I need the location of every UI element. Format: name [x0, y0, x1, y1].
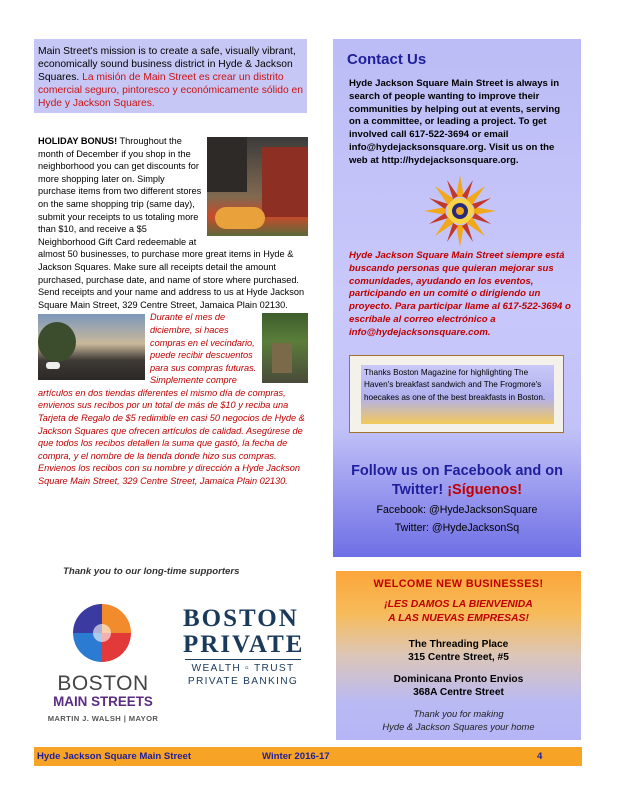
sun-logo-icon	[424, 175, 496, 247]
follow-english: Follow us on Facebook and on Twitter!	[351, 463, 563, 498]
boston-private-divider	[185, 659, 301, 660]
mission-english: Main Street's mission is to create a safe, visually vibrant, economically sound business district in Hyde & Jackson Squares.	[38, 46, 296, 83]
garden-photo	[262, 313, 308, 383]
boston-main-streets-logo-icon	[72, 602, 132, 664]
boston-private-line4: PRIVATE BANKING	[187, 676, 299, 687]
mission-spanish: La misión de Main Street es crear un distrito comercial seguro, pintoresco y económicamente sólido en Hyde y Jackson Squares.	[38, 72, 303, 109]
facebook-handle: Facebook: @HydeJacksonSquare	[376, 504, 538, 516]
new-business-1-name: The Threading Place	[408, 639, 509, 650]
contact-spanish: Hyde Jackson Square Main Street siempre está buscando personas que quieran mejorar sus comunidades, ayudando en los eventos, participando en un comité o dirigiendo un proyecto. Para participar llame al 617-522-3694 o escríbale al correo electrónico a info@hydejacksonsquare.com.	[349, 250, 571, 338]
holiday-bonus-article	[38, 135, 308, 488]
boston-private-line2: PRIVATE	[183, 631, 305, 658]
thanks-box	[349, 355, 564, 433]
boston-private-line1: BOSTON	[183, 605, 299, 632]
holiday-english: Throughout the month of December if you shop in the neighborhood you can get discounts for more shopping later on. Simply purchase items from two different stores on the same shopping trip (same day), submit your receipts to us totaling more than $10, and receive a $5 Neighborhood Gift Card redeemable at almost 50 businesses, to purchase more great items in Hyde & Jackson Squares. Make sure all receipts detail the amount purchased, purchase date, and name of store where purchased. Send receipts and your name and address to us at Hyde Jackson Square Main Street, 329 Centre Street, Jamaica Plain 02130.	[38, 136, 305, 310]
welcome-closing	[336, 708, 581, 733]
new-business-2-name: Dominicana Pronto Envios	[393, 674, 524, 685]
page-footer	[34, 747, 582, 766]
welcome-heading: WELCOME NEW BUSINESSES!	[373, 578, 544, 590]
supporters-heading: Thank you to our long-time supporters	[63, 566, 240, 577]
welcome-box	[336, 571, 581, 740]
boston-private-logo	[183, 606, 303, 658]
boston-main-streets-mayor: MARTIN J. WALSH | MAYOR	[47, 714, 159, 723]
boston-private-line3: WEALTH ▫ TRUST	[191, 663, 295, 674]
new-business-1	[336, 638, 581, 665]
mission-box	[34, 39, 307, 113]
new-business-1-address: 315 Centre Street, #5	[408, 652, 509, 664]
welcome-closing-line1: Thank you for making	[413, 708, 504, 719]
twitter-handle: Twitter: @HydeJacksonSq	[394, 522, 520, 534]
boston-main-streets-subtitle: MAIN STREETS	[53, 694, 153, 709]
new-business-2-address: 368A Centre Street	[413, 687, 504, 699]
thanks-text: Thanks Boston Magazine for highlighting The Haven's breakfast sandwich and The Frogmore's hoecakes as one of the best breakfasts in Boston.	[361, 365, 554, 424]
welcome-spanish-line2: A LAS NUEVAS EMPRESAS!	[388, 613, 529, 624]
follow-spanish: ¡Síguenos!	[447, 482, 523, 498]
welcome-closing-line2: Hyde & Jackson Squares your home	[382, 720, 535, 732]
welcome-spanish-line1: ¡LES DAMOS LA BIENVENIDA	[384, 599, 533, 610]
follow-heading	[343, 462, 571, 500]
contact-english: Hyde Jackson Square Main Street is always in search of people wanting to improve their communities by helping out at events, serving on a committee, or leading a project. To get involved call 617-522-3694 or email info@hydejacksonsquare.org. Visit us on the web at http://hydejacksonsquare.org.	[349, 78, 561, 166]
contact-panel	[333, 39, 581, 557]
street-photo	[38, 314, 145, 380]
holiday-heading: HOLIDAY BONUS!	[38, 136, 118, 146]
boston-private-tagline	[185, 662, 301, 688]
boston-main-streets-title: BOSTON	[57, 672, 149, 695]
welcome-spanish	[336, 598, 581, 626]
footer-organization: Hyde Jackson Square Main Street	[37, 751, 192, 762]
new-business-2	[336, 673, 581, 700]
footer-issue: Winter 2016-17	[262, 751, 330, 762]
page-number: 4	[537, 751, 543, 762]
holiday-spanish: Durante el mes de diciembre, si haces compras en el vecindario, puede recibir descuentos para sus compras futuras. Simplemente compre artículos en dos tiendas diferentes el mismo día de compras, envienos sus recibos por un total de más de $10 y reciba una Tarjeta de Regalo de $5 redimible en casi 50 negocios de Hyde & Jackson Squares que ofrecen artículos de calidad. Asegúrese de que todos los recibos detallen la suma que gastó, la fecha de compra, y el nombre de la tienda donde hizo sus compras. Envienos los recibos con su nombre y dirección a Hyde Jackson Square Main Street, 329 Centre Street, Jamaica Plain 02130.	[38, 312, 305, 487]
storefront-photo	[207, 137, 308, 236]
contact-title: Contact Us	[347, 51, 427, 68]
